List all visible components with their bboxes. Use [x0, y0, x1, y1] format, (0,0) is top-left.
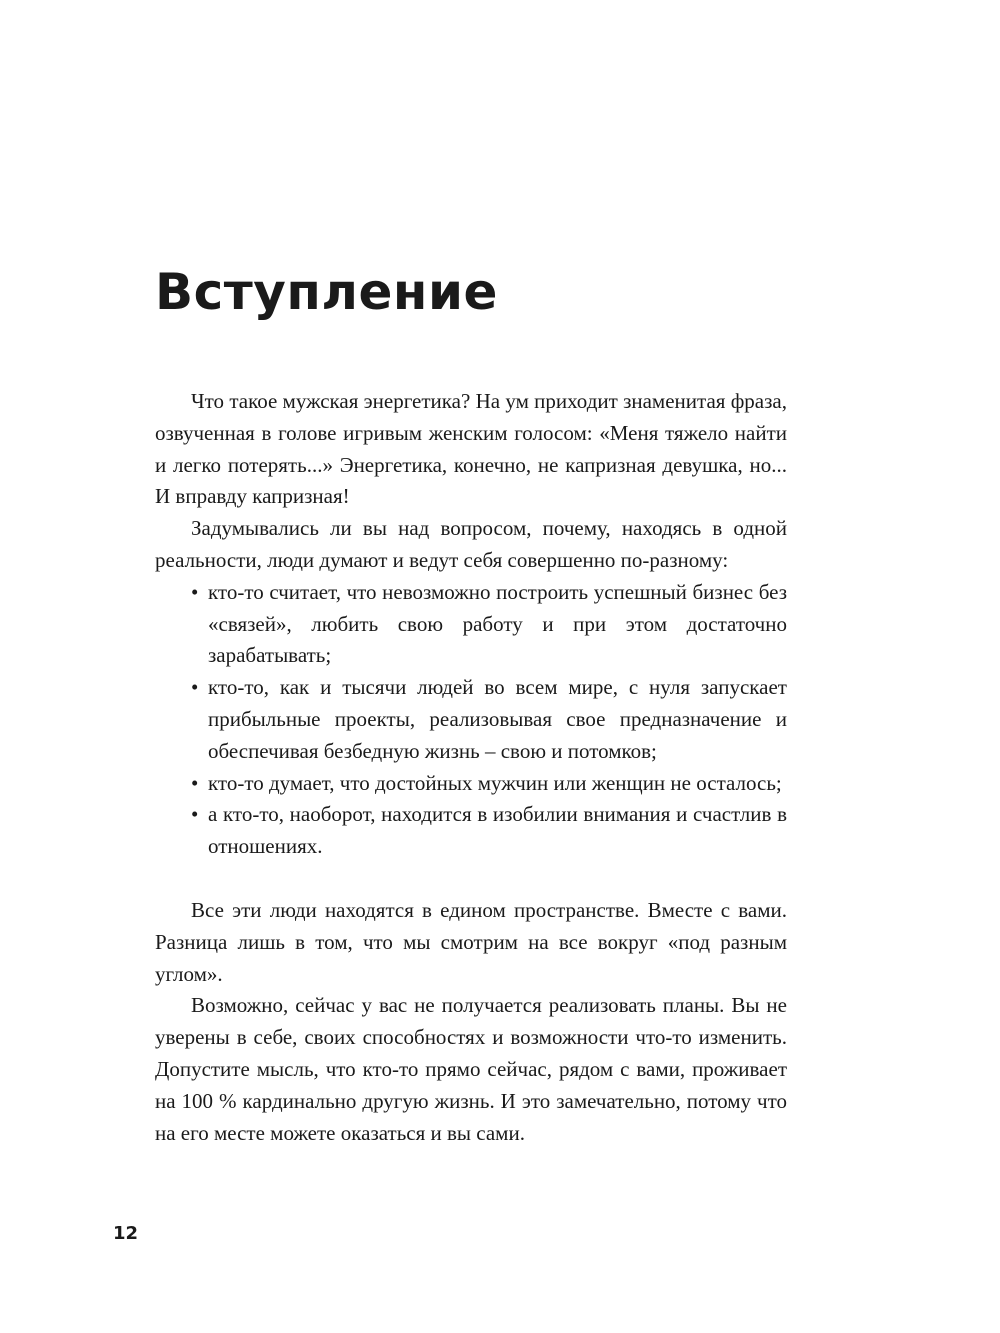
bullet-icon: • [191, 675, 199, 700]
page-number: 12 [113, 1223, 139, 1244]
paragraph-gap [155, 863, 787, 895]
list-item [191, 577, 787, 672]
list-item [191, 672, 787, 767]
list-item [191, 768, 787, 800]
list-item-text: кто-то считает, что невозможно построить успешный бизнес без «связей», любить свою работу и при этом достаточно зарабатывать; [208, 579, 787, 668]
chapter-body [155, 386, 787, 1149]
bullet-icon: • [191, 802, 199, 827]
paragraph: Задумывались ли вы над вопросом, почему, находясь в одной реальности, люди думают и ведут себя совершенно по-разному: [155, 516, 787, 572]
list-item [191, 799, 787, 863]
bullet-icon: • [191, 579, 199, 604]
bullet-icon: • [191, 770, 199, 795]
paragraph: Все эти люди находятся в едином пространстве. Вместе с вами. Разница лишь в том, что мы смотрим на все вокруг «под разным углом». [155, 897, 787, 986]
list-item-text: а кто-то, наоборот, находится в изобилии внимания и счастлив в отношениях. [208, 802, 787, 859]
list-item-text: кто-то думает, что достойных мужчин или женщин не осталось; [208, 770, 782, 795]
paragraph: Возможно, сейчас у вас не получается реализовать планы. Вы не уверены в себе, своих способностях и возможности что-то изменить. Допустите мысль, что кто-то прямо сейчас, рядом с вами, проживает на 100 % кардинально другую жизнь. И это замечательно, потому что на его месте можете оказаться и вы сами. [155, 993, 787, 1145]
paragraph: Что такое мужская энергетика? На ум приходит знаменитая фраза, озвученная в голове игривым женским голосом: «Меня тяжело найти и легко потерять...» Энергетика, конечно, не капризная девушка, но... И вправду капризная! [155, 389, 787, 509]
chapter-title: Вступление [155, 263, 498, 321]
list-item-text: кто-то, как и тысячи людей во всем мире, с нуля запускает прибыльные проекты, реализовывая свое предназначение и обеспечивая безбедную жизнь – свою и потомков; [208, 675, 787, 763]
bullet-list [155, 577, 787, 863]
